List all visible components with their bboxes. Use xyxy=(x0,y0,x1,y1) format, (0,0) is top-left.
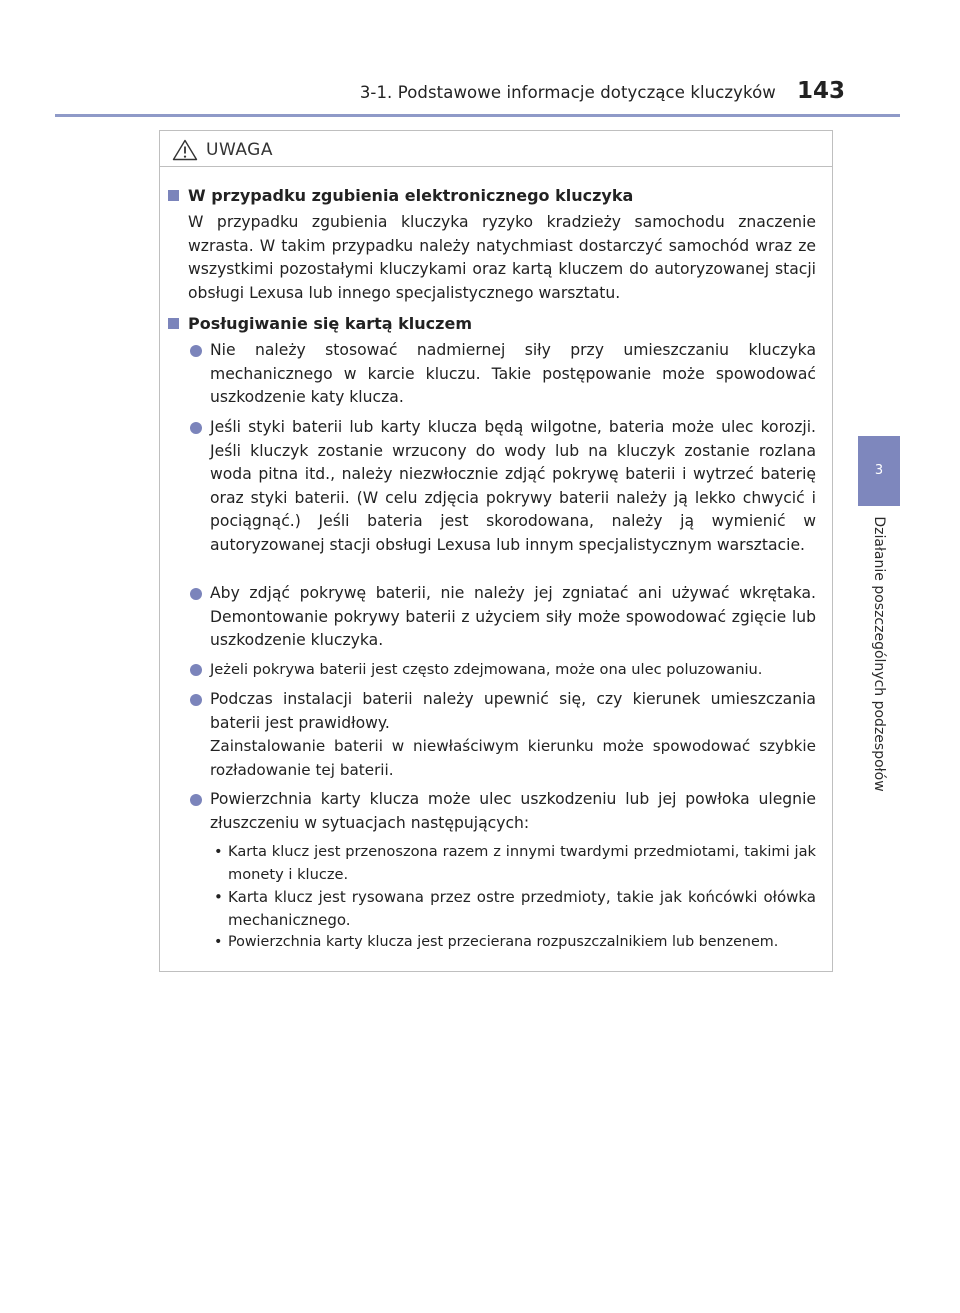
page-number: 143 xyxy=(796,78,845,104)
chapter-number: 3 xyxy=(874,463,884,478)
section-title: 3-1. Podstawowe informacje dotyczące kluczyków xyxy=(359,83,776,102)
list-item: Jeżeli pokrywa baterii jest często zdejmowana, może ona ulec poluzowaniu. xyxy=(210,658,816,682)
circle-bullet-icon xyxy=(190,794,202,806)
warning-title: UWAGA xyxy=(206,140,273,160)
square-bullet-icon xyxy=(168,190,179,201)
page-header xyxy=(0,78,845,104)
circle-bullet-icon xyxy=(190,664,202,676)
sub-bullet: • Karta klucz jest przenoszona razem z innymi twardymi przedmiotami, takimi jak monety i klucze. xyxy=(214,843,816,883)
circle-bullet-icon xyxy=(190,694,202,706)
header-divider xyxy=(55,114,900,117)
list-item: Nie należy stosować nadmiernej siły przy umieszczaniu kluczyka mechanicznego w karcie kluczu. Takie postępowanie może spowodować uszkodzenie katy klucza. xyxy=(210,339,816,410)
section-text: W przypadku zgubienia kluczyka ryzyko kradzieży samochodu znaczenie wzrasta. W takim przypadku należy natychmiast dostarczyć samochód wraz ze wszystkimi pozostałymi kluczykami oraz kartą kluczem do autoryzowanej stacji obsługi Lexusa lub innego specjalistycznego warsztatu. xyxy=(188,213,816,302)
circle-bullet-icon xyxy=(190,422,202,434)
chapter-tab xyxy=(858,436,900,506)
list-item: Aby zdjąć pokrywę baterii, nie należy jej zgniatać ani używać wkrętaka. Demontowanie pokrywy baterii z użyciem siły może spowodować zgięcie lub uszkodzenie kluczyka. xyxy=(210,582,816,653)
list-item: Powierzchnia karty klucza może ulec uszkodzeniu lub jej powłoka ulegnie złuszczeniu w sytuacjach następujących: xyxy=(210,788,816,835)
section-heading: Posługiwanie się kartą kluczem xyxy=(188,314,472,333)
sub-bullet: • Karta klucz jest rysowana przez ostre przedmioty, takie jak końcówki ołówka mechanicznego. xyxy=(214,888,816,929)
warning-header xyxy=(160,131,832,167)
list-item: Podczas instalacji baterii należy upewnić się, czy kierunek umieszczania baterii jest prawidłowy. xyxy=(210,688,816,735)
warning-triangle-icon xyxy=(172,139,198,161)
square-bullet-icon xyxy=(168,318,179,329)
sub-bullet: • Powierzchnia karty klucza jest przecierana rozpuszczalnikiem lub benzenem. xyxy=(214,934,779,950)
warning-box xyxy=(159,130,833,972)
circle-bullet-icon xyxy=(190,345,202,357)
chapter-title: Działanie poszczególnych podzespołów xyxy=(871,516,887,792)
list-item: Jeśli styki baterii lub karty klucza będą wilgotne, bateria może ulec korozji. Jeśli kluczyk zostanie wrzucony do wody lub na kluczyk zostanie rozlana woda pitna itd., należy niezwłocznie zdjąć pokrywę baterii i wytrzeć baterię oraz styki baterii. (W celu zdjęcia pokrywy baterii należy ją lekko chwycić i pociągnąć.) Jeśli bateria jest skorodowana, należy ją wymienić w autoryzowanej stacji obsługi Lexusa lub innym specjalistycznym warsztacie. xyxy=(210,416,816,557)
circle-bullet-icon xyxy=(190,588,202,600)
section-heading: W przypadku zgubienia elektronicznego kluczyka xyxy=(188,186,633,205)
list-item-continuation: Zainstalowanie baterii w niewłaściwym kierunku może spowodować szybkie rozładowanie tej baterii. xyxy=(210,737,816,779)
